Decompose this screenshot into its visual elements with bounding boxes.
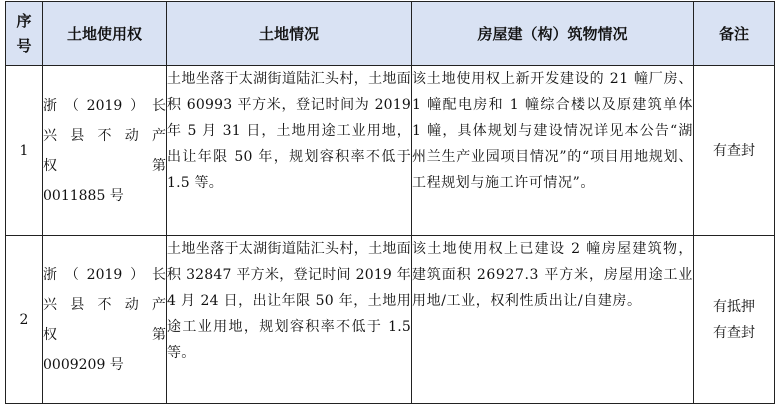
header-seq-char-1: 序: [16, 11, 32, 30]
row-land-status: 土地坐落于太湖街道陆汇头村，土地面积 60993 平方米，登记时间为 2019 年 5 月 31 日，土地用途工业用地，出让年限 50 年，规划容积率不低于 1.5 等。: [167, 66, 412, 236]
header-remark: 备注: [694, 2, 775, 66]
remark-line: 有查封: [713, 324, 755, 341]
table-row: [6, 236, 775, 404]
land-building-table: [5, 1, 775, 404]
table-row: [6, 66, 775, 236]
row-remark: [694, 236, 775, 404]
cert-line: 浙（2019）长: [43, 266, 166, 283]
row-seq: 2: [6, 236, 43, 404]
header-seq: [6, 2, 43, 66]
cert-line: 0009209 号: [43, 356, 124, 373]
row-land-status: 土地坐落于太湖街道陆汇头村，土地面积 32847 平方米，登记时间 2019 年 4 月 24 日，出让年限 50 年，土地用途工业用地，规划容积率不低于 1.5 等。: [167, 236, 412, 404]
cert-line: 权 第: [43, 157, 166, 174]
cert-line: 兴县不动产: [43, 296, 166, 313]
remark-line: 有查封: [713, 142, 755, 159]
cert-line: 兴县不动产: [43, 127, 166, 144]
row-cert-number: [43, 236, 167, 404]
header-land-status: 土地情况: [167, 2, 412, 66]
header-building-status: 房屋建（构）筑物情况: [412, 2, 694, 66]
header-land-right: 土地使用权: [43, 2, 167, 66]
row-cert-number: [43, 66, 167, 236]
row-remark: [694, 66, 775, 236]
row-building-status: 该土地使用权上新开发建设的 21 幢厂房、1 幢配电房和 1 幢综合楼以及原建筑单体 1 幢，具体规划与建设情况详见本公告“湖州兰生产业园项目情况”的“项目用地规划、工程规划与施工许可情况”。: [412, 66, 694, 236]
cert-line: 0011885 号: [43, 187, 124, 204]
remark-line: 有抵押: [713, 298, 755, 315]
cert-line: 浙（2019）长: [43, 97, 166, 114]
table-header-row: [6, 2, 775, 66]
cert-line: 权 第: [43, 326, 166, 343]
header-seq-char-2: 号: [16, 36, 32, 55]
row-seq: 1: [6, 66, 43, 236]
row-building-status: 该土地使用权上已建设 2 幢房屋建筑物，建筑面积 26927.3 平方米，房屋用途工业用地/工业，权利性质出让/自建房。: [412, 236, 694, 404]
